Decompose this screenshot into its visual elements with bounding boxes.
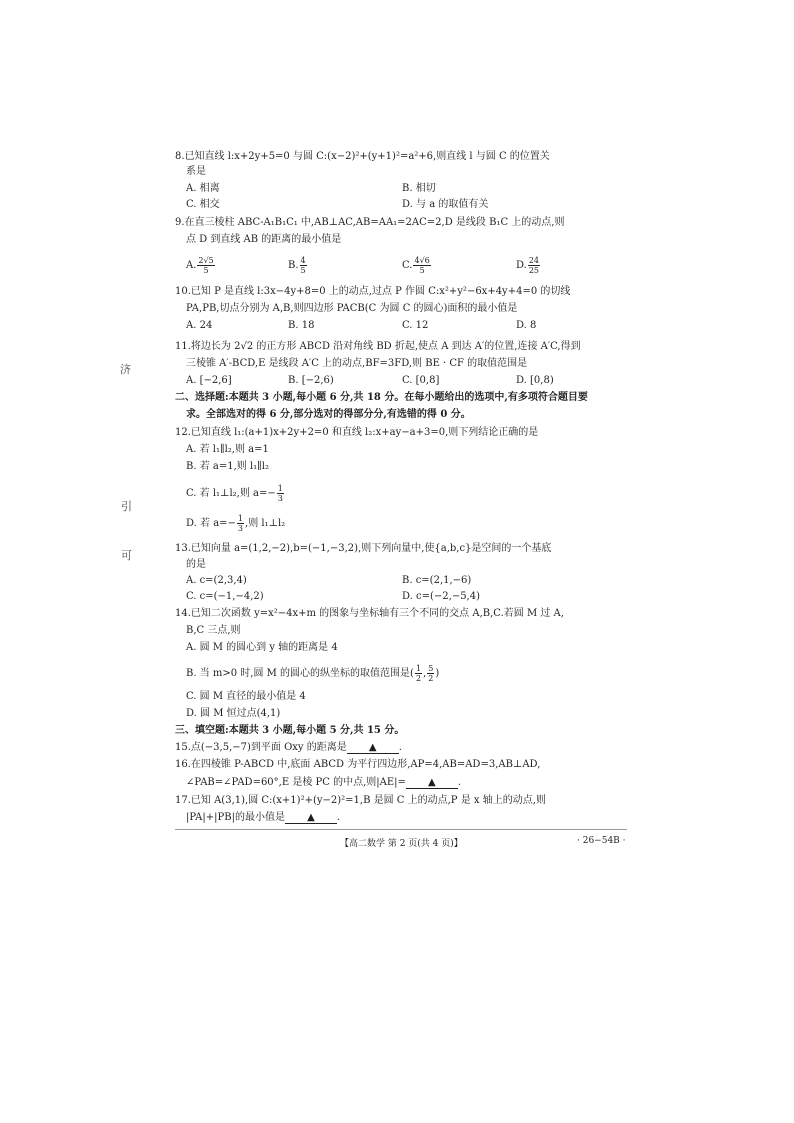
- denominator: 25: [528, 266, 540, 275]
- margin-mark: 引: [121, 500, 132, 513]
- option-d: D. 8: [516, 320, 537, 331]
- question-text-line2: [186, 776, 461, 789]
- option-c: C. 相交: [186, 199, 220, 210]
- question-text: .: [398, 742, 402, 753]
- option-b: [288, 256, 308, 275]
- question-text: 15.点(−3,5,−7)到平面 Oxy 的距离是: [175, 742, 347, 753]
- option-c: C. 12: [402, 320, 429, 331]
- option-text: ): [435, 668, 440, 679]
- question-text: 的是: [186, 559, 206, 570]
- numerator: 4√6: [414, 256, 430, 265]
- denominator: 5: [203, 266, 209, 275]
- option-text: B. 当 m>0 时,圆 M 的圆心的纵坐标的取值范围是(: [186, 668, 414, 679]
- question-text: .: [457, 777, 462, 788]
- question-text: 8.已知直线 l:x+2y+5=0 与圆 C:(x−2)²+(y+1)²=a²+6,则直线 l 与圆 C 的位置关: [175, 151, 550, 162]
- fraction: [300, 256, 307, 275]
- fraction: [197, 256, 214, 275]
- denominator: 2: [428, 674, 434, 683]
- option-a: A. 相离: [186, 183, 220, 194]
- fraction: [415, 664, 422, 683]
- question-text: 16.在四棱锥 P-ABCD 中,底面 ABCD 为平行四边形,AP=4,AB=AD=3,AB⊥AD,: [175, 759, 541, 770]
- margin-mark: 济: [120, 363, 131, 376]
- option-a: A. c=(2,3,4): [186, 575, 247, 586]
- answer-blank[interactable]: ▲: [285, 812, 337, 824]
- page-footer: 【高二数学 第 2 页(共 4 页)】: [340, 839, 463, 849]
- option-b: B. 18: [288, 320, 315, 331]
- denominator: 5: [419, 266, 425, 275]
- option-label: B.: [288, 260, 299, 271]
- footer-divider: [175, 829, 627, 830]
- option-a: [186, 256, 216, 275]
- option-text: ,: [423, 668, 427, 679]
- option-b: B. 若 a=1,则 l₁∥l₂: [186, 461, 269, 472]
- question-text: 10.已知 P 是直线 l:3x−4y+8=0 上的动点,过点 P 作圆 C:x²+y²−6x+4y+4=0 的切线: [175, 286, 571, 297]
- option-c: [186, 484, 285, 503]
- option-c: C. 圆 M 直径的最小值是 4: [186, 691, 306, 702]
- section-text: 求。全部选对的得 6 分,部分选对的得部分分,有选错的得 0 分。: [186, 409, 471, 420]
- denominator: 3: [237, 524, 244, 533]
- fraction: [237, 514, 244, 533]
- question-text: 12.已知直线 l₁:(a+1)x+2y+2=0 和直线 l₂:x+ay−a+3=0,则下列结论正确的是: [175, 427, 539, 438]
- question-text: PA,PB,切点分别为 A,B,则四边形 PACB(C 为圆 C 的圆心)面积的最小值是: [186, 303, 518, 314]
- section-text: 二、选择题:本题共 3 小题,每小题 6 分,共 18 分。在每小题给出的选项中,有多项符合题目要: [175, 392, 588, 403]
- option-b: [186, 664, 439, 683]
- option-a: A. 24: [186, 320, 213, 331]
- option-label: C.: [402, 260, 413, 271]
- question-text: 系是: [186, 166, 206, 177]
- numerator: 4: [300, 256, 306, 265]
- question-text: 三棱锥 A′-BCD,E 是线段 A′C 上的动点,BF=3FD,则 BE · CF 的取值范围是: [186, 358, 528, 369]
- option-label: D.: [516, 260, 527, 271]
- denominator: 5: [300, 266, 306, 275]
- option-b: B. 相切: [402, 183, 436, 194]
- answer-blank[interactable]: ▲: [347, 742, 399, 754]
- paper-code: · 26−54B ·: [577, 836, 626, 846]
- option-label: A.: [186, 260, 197, 271]
- option-d: D. 与 a 的取值有关: [402, 199, 489, 210]
- question-text: 9.在直三棱柱 ABC-A₁B₁C₁ 中,AB⊥AC,AB=AA₁=2AC=2,D 是线段 B₁C 上的动点,则: [175, 217, 565, 228]
- option-a: A. [−2,6]: [186, 375, 232, 386]
- section-3-heading: 三、填空题:本题共 3 小题,每小题 5 分,共 15 分。: [175, 725, 405, 736]
- question-text: |PA|+|PB|的最小值是: [186, 812, 285, 823]
- question-text: ∠PAB=∠PAD=60°,E 是棱 PC 的中点,则|AE|=: [186, 777, 406, 788]
- question-text: 点 D 到直线 AB 的距离的最小值是: [186, 234, 342, 245]
- option-d: D. 圆 M 恒过点(4,1): [186, 708, 281, 719]
- question-15: [175, 741, 402, 754]
- option-c: [402, 256, 432, 275]
- question-text: 14.已知二次函数 y=x²−4x+m 的图象与坐标轴有三个不同的交点 A,B,C.若圆 M 过 A,: [175, 608, 564, 619]
- option-a: A. 圆 M 的圆心到 y 轴的距离是 4: [186, 642, 338, 653]
- fraction: [413, 256, 430, 275]
- question-text: 11.将边长为 2√2 的正方形 ABCD 沿对角线 BD 折起,使点 A 到达 A′的位置,连接 A′C,得到: [175, 341, 581, 352]
- question-text: B,C 三点,则: [186, 625, 241, 636]
- answer-blank[interactable]: ▲: [406, 777, 458, 789]
- numerator: 1: [415, 664, 422, 673]
- option-b: B. [−2,6): [288, 375, 334, 386]
- numerator: 1: [277, 484, 283, 493]
- option-b: B. c=(2,1,−6): [402, 575, 472, 586]
- option-text: C. 若 l₁⊥l₂,则 a=−: [186, 488, 276, 499]
- option-d: D. c=(−2,−5,4): [402, 591, 481, 602]
- option-d: [516, 256, 541, 275]
- numerator: 1: [237, 514, 244, 523]
- numerator: 2√5: [198, 256, 214, 265]
- fraction: [427, 664, 434, 683]
- option-d: [186, 514, 285, 533]
- question-text: .: [336, 812, 341, 823]
- option-c: C. [0,8]: [402, 375, 440, 386]
- option-c: C. c=(−1,−4,2): [186, 591, 264, 602]
- question-text-line2: [186, 811, 340, 824]
- fraction: [528, 256, 540, 275]
- option-text: ,则 l₁⊥l₂: [245, 518, 286, 529]
- margin-mark: 可: [121, 549, 132, 562]
- question-text: 13.已知向量 a=(1,2,−2),b=(−1,−3,2),则下列向量中,使{a,b,c}是空间的一个基底: [175, 543, 552, 554]
- option-d: D. [0,8): [516, 375, 554, 386]
- fraction: [277, 484, 284, 503]
- denominator: 3: [277, 494, 283, 503]
- question-text: 17.已知 A(3,1),圆 C:(x+1)²+(y−2)²=1,B 是圆 C 上的动点,P 是 x 轴上的动点,则: [175, 795, 546, 806]
- option-a: A. 若 l₁∥l₂,则 a=1: [186, 444, 269, 455]
- numerator: 5: [428, 664, 434, 673]
- option-text: D. 若 a=−: [186, 518, 236, 529]
- numerator: 24: [528, 256, 540, 265]
- denominator: 2: [415, 674, 422, 683]
